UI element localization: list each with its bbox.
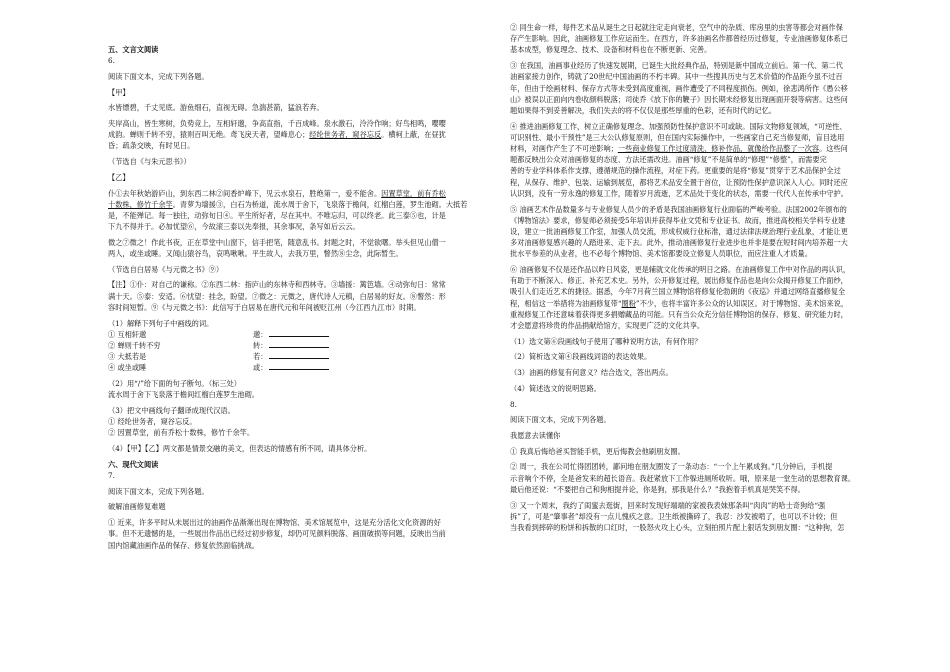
article-paragraph-line: 山》被误以正面向内卷收颜料脱落；司徒乔《放下你的鞭子》因长期未经修复出现画面开裂等病害。这些问 — [510, 94, 848, 104]
underlined-sentence: 因置草堂，前有乔松 — [381, 188, 446, 198]
sub-question-4: （4）【甲】【乙】两文都是情景交融的美文，但表达的情感有所不同，请具体分析。 — [108, 444, 372, 454]
word-item: ② 蝉则千转不穷 转： — [108, 340, 476, 351]
underlined-word: 圈粉 — [621, 298, 636, 308]
answer-blank[interactable] — [269, 329, 329, 337]
article-paragraph-line: 油画家接力创作，铸就了20世纪中国油画的不朽丰碑。其中一些搜具历史与艺术价值的作品距今虽不过百 — [510, 72, 843, 82]
article-paragraph-line: 基本成型，修复理念、技术、设备和材料也在不断更新、完善。 — [510, 45, 712, 55]
article-paragraph-line: 《博物馆法》要求，修复师必须接受5年培训并获得毕业文凭和专业证书。故而，推进高校相关学科专业建 — [510, 215, 846, 225]
sub-question-1: （1）解释下列句子中画线的词。 — [108, 318, 214, 328]
question-7-sub-3: （3）油画的修复有何意义？结合选文，答出两点。 — [510, 368, 673, 378]
word-item: ④ 或坐或睡 或： — [108, 362, 476, 373]
story-paragraph-line: 最后他还说：“不要把自己和狗相提并论，你是狗，那我是什么？”我抱着手机真是哭笑不得。 — [510, 484, 805, 494]
story-paragraph-line: ③ 又一个周末，我约了闺蜜去逛街，回来时发现好端端的家被我表妹那条叫“肉肉”的哈士奇狗给“强 — [510, 500, 826, 510]
passage-jia-line: 夹岸高山，皆生寒树，负势竞上，互相轩邈，争高直指，千百成峰。泉水激石，泠泠作响；好鸟相鸣，嘤嘤 — [108, 119, 446, 129]
story-paragraph-line: 当我看到摔碎的粉饼和拆散的口红时，一股怒火攻上心头，立刻拍照片配上狠话发到朋友圈：“这种狗，怎 — [510, 522, 845, 532]
passage-jia-line: 成韵。蝉则千转不穷，猿则百叫无绝。鸢飞戾天者，望峰息心；经纶世务者，窥谷忘反。横柯上蔽，在昼犹 — [108, 130, 446, 140]
word-item: ① 互相轩邈 邈： — [108, 329, 476, 340]
article-paragraph-line: 多对油画修复感兴趣的人踏进来、走下去。此外，推动油画修复行业进步也并非是要在短时间内培养超一大 — [510, 238, 848, 248]
article-paragraph-line: ⑤ 油画艺术作品数量多与专业修复人员少的矛盾是我国油画修复行业面临的严峻考验。法国2002年颁布的 — [510, 204, 847, 214]
sub-question-3: （3）把文中画线句子翻译成现代汉语。 — [108, 405, 235, 415]
article-paragraph-line: 重视修复工作还意味着获得更多捐赠藏品的可能。只有当公众充分信任博物馆的保存、修复、研究能力时， — [510, 309, 848, 319]
passage-yi-line: 是，不能殚记。每一独往，动弥旬日④。平生所好者，尽在其中。不唯忘归，可以终老。此三泰⑤也，计是 — [108, 210, 446, 220]
passage-yi-source: （节选自白居易《与元微之书》⑨） — [108, 264, 224, 274]
passage-jia-line: 昏；疏条交映，有时见日。 — [108, 141, 195, 151]
passage-yi-line: 两人，或坐或睡。又闻山猿谷鸟，哀鸣啾啾。平生故人，去我万里，瞥然⑧尘念，此际暂生。 — [108, 249, 403, 259]
article-paragraph-line: 可识别性、最小干预性”是三大公认修复原则，但在国内实际操作中，一些画家自己充当修复师，盲目选用 — [510, 132, 845, 142]
passage-yi-line: 十数株，修竹千余竿。青萝为墙援③，白石为桥道，流水周于舍下，飞泉落于檐间，红榴白莲，罗生池砌。大抵若 — [108, 199, 468, 209]
article-paragraph-line: ③ 在我国，油画事业经历了快速发展期，已诞生大批经典作品，特别是新中国成立前后。第一代、第二代 — [510, 61, 843, 71]
article-paragraph-line: ④ 推进油画修复工作，树立正确修复理念、加强预防性保护意识不可或缺。国际文物修复领域，“可逆性、 — [510, 121, 847, 131]
notes-line: 【注】①仆：对自己的谦称。②东西二林：指庐山的东林寺和西林寺。③墙援：篱笆墙。④动弥旬日：常常 — [108, 280, 446, 290]
article-paragraph-line: 国内馆藏油画作品的保存、修复依然面临挑战。 — [108, 540, 259, 550]
article-paragraph-line: ① 近来，许多平时从未展出过的油画作品渐渐出现在博物馆、美术馆展览中，这是充分活化文化资源的好 — [108, 518, 441, 528]
question-7-number: 7. — [108, 471, 115, 480]
answer-blank[interactable] — [269, 351, 329, 359]
underlined-sentence: 一些商业修复工作过度清洗、修补作品，就像给作品整了一次容 — [617, 144, 820, 154]
passage-yi-label: 【乙】 — [108, 172, 130, 182]
article-paragraph-line: ② 同生命一样，每件艺术品从诞生之日起就注定走向衰老，空气中的杂质、库房里的虫害等都会对画作保 — [510, 23, 843, 32]
article-paragraph-line: 程，相信这一举措将为油画修复带“圈粉”不少，也将丰富许多公众的认知误区。对于博物馆、美术馆来说， — [510, 298, 849, 308]
article-paragraph-line: 年，但由于绘画材料、保存方式等未受到高度重视，画作遭受了不同程度损伤。例如，徐悲鸿所作《愚公移 — [510, 83, 848, 93]
question-8-number: 8. — [510, 399, 517, 409]
sub-question-2-text: 流水周于舍下飞泉落于檐间红榴白莲罗生池砌。 — [108, 390, 259, 400]
story-paragraph-line: ① 我真后悔给爸买智能手机，更后悔教会他刷朋友圈。 — [510, 446, 685, 456]
story-paragraph-line: ② 周一，我在公司忙得团团转，鄙问地在朋友圈发了一条动态：“一个上午累成狗。”几分钟后，手机提 — [510, 462, 833, 472]
article-paragraph-line: 认识到，没有一劳永逸的修复工作，随着岁月流逝，艺术品处于变化的状态，需要一代代人在传承中守护。 — [510, 188, 848, 198]
section-6-heading: 六、现代文阅读 — [108, 459, 159, 469]
article-paragraph-line: 材料，对画作产生了不可逆影响；一些商业修复工作过度清洗、修补作品，就像给作品整了一次容。这些问 — [510, 144, 848, 154]
question-7-sub-1: （1）选文第⑥段画线句子使用了哪种说明方法，有何作用？ — [510, 336, 702, 346]
underlined-sentence: 十数株，修竹千余竿 — [108, 199, 173, 209]
notes-line: 满十天。⑤泰：安适。⑥忧望：挂念，盼望。⑦微之：元微之，唐代诗人元稹，白居易的好友。⑧瞥然：形 — [108, 291, 446, 301]
question-7-instruction: 阅读下面文本，完成下列各题。 — [108, 486, 209, 496]
sub-question-2: （2）用“/”给下面的句子断句。（标三处） — [108, 379, 241, 389]
article-paragraph-line: 设，建立一批油画修复工作室，加强人员交流，形成权威行业标准，通过法律法规治理行业乱象，才能让更 — [510, 226, 848, 236]
article-paragraph-line: 题都反映出公众对油画修复的态度、方法还需改进。油画“修复”不是简单的“修理”“修整”，而需要完 — [510, 155, 827, 165]
answer-blank[interactable] — [269, 362, 329, 370]
article-paragraph-line: 事。但不无遗憾的是，一些展出作品出已经过初步修复，却仍可见颜料脱落、画面破损等问题，反映出当前 — [108, 529, 446, 539]
article-paragraph-line: 题如果得不到妥善解决，我们失去的将不仅仅是那些厚重的色彩，还有时代的记忆。 — [510, 105, 776, 115]
passage-yi-line: 下九不得并于。必加忧望⑥，今故滚三泰以先奉报，其余事况，条写如后云云。 — [108, 222, 360, 232]
question-7-sub-2: （2）简析选文第④段画线词语的表达效果。 — [510, 352, 652, 362]
notes-line: 容时间短暂。⑨《与元微之书》：此信写于白居易在唐代元和年间被贬江州（今江西九江市）时期。 — [108, 302, 421, 312]
article-paragraph-line: 存产生影响。因此，油画修复工作应运而生。在西方，许多油画名作都曾经历过修复，专业油画修复体系已 — [510, 34, 848, 44]
question-8-instruction: 阅读下面文本，完成下列各题。 — [510, 415, 611, 425]
question-6-instruction: 阅读下面文本，完成下列各题。 — [108, 71, 209, 81]
passage-jia-line: 水皆缥碧，千丈见底。游鱼细石，直视无碍。急湍甚箭，猛浪若奔。 — [108, 103, 324, 113]
article-paragraph-line: ⑥ 油画修复不仅是还作品以昨日风姿，更是辅就文化传承的明日之路。在油画修复工作中对作品的再认识， — [510, 265, 851, 275]
story-paragraph-line: 示音响个不停，全是爸发来的超长语音。我赶紧放下工作躲进厕所收听。哦，原来是一堂生动的思想教育课。 — [510, 473, 856, 483]
passage-jia-source: （节选自《与朱元思书》） — [108, 157, 191, 167]
right-column — [510, 22, 885, 533]
sub-question-3-item: ② 因置草堂，前有乔松十数株，修竹千余竿。 — [108, 428, 255, 438]
question-6-number: 6. — [108, 56, 115, 66]
section-5-heading: 五、文言文阅读 — [108, 45, 159, 54]
story-paragraph-line: 拆”了，可是“肇事者”却没有一点儿愧疚之意。卫生纸被撕碎了，我忍：沙发被啃了，也可以不计较；但 — [510, 511, 838, 521]
article-paragraph-line: 吸引人们走近艺术的捷径。据悉，今年7月荷兰国立博物馆将修复伦勃朗的《夜巡》并通过网络直播修复全 — [510, 287, 846, 297]
underlined-sentence: 经纶世务者，窥谷忘反 — [309, 130, 382, 140]
article-paragraph-line: 批水平参差的从业者，也不必每个博物馆、美术馆都要设立修复人员职位，而应注重人才质量。 — [510, 249, 812, 259]
passage-yi-line: 仆①去年秋始游庐山，到东西二林②间香炉峰下，见云水泉石，胜绝第一，爱不能舍。因置草堂，前有乔松 — [108, 188, 446, 198]
article-paragraph-line: 有助于不断深入、修正、补充艺术史。另外，公开修复过程，展出修复作品也是向公众揭开修复工作面纱， — [510, 276, 848, 286]
sub-question-3-item: ① 经纶世务者，窥谷忘反。 — [108, 417, 197, 427]
story-title: 我愿意去读懂你 — [510, 431, 561, 440]
passage-yi-line: 微之⑦微之！作此书夜，正在草堂中山窗下，信手把笔，随意乱书。封题之时，不觉欲曙。举头但见山僧一 — [108, 237, 446, 247]
question-7-sub-4: （4）简述选文的说明思路。 — [510, 383, 601, 393]
article-paragraph-line: 善的专业学科体系作支撑，遵循规范的操作流程，对症下药。更重要的是将“修复”贯穿于艺术品保护全过 — [510, 166, 841, 176]
word-item: ③ 大抵若是 若： — [108, 351, 476, 362]
article-paragraph-line: 才会愿意将珍贵的作品捐献给馆方，实现更广泛的文化共享。 — [510, 321, 705, 331]
article-paragraph-line: 程，从保存、维护、包装、运输到展览，都将艺术品安全置于首位，让预防性保护意识深入人心。同时还应 — [510, 177, 848, 187]
article-title: 破解油画修复难题 — [108, 502, 166, 512]
answer-blank[interactable] — [269, 340, 329, 348]
left-column — [108, 44, 476, 551]
passage-jia-label: 【甲】 — [108, 87, 130, 97]
